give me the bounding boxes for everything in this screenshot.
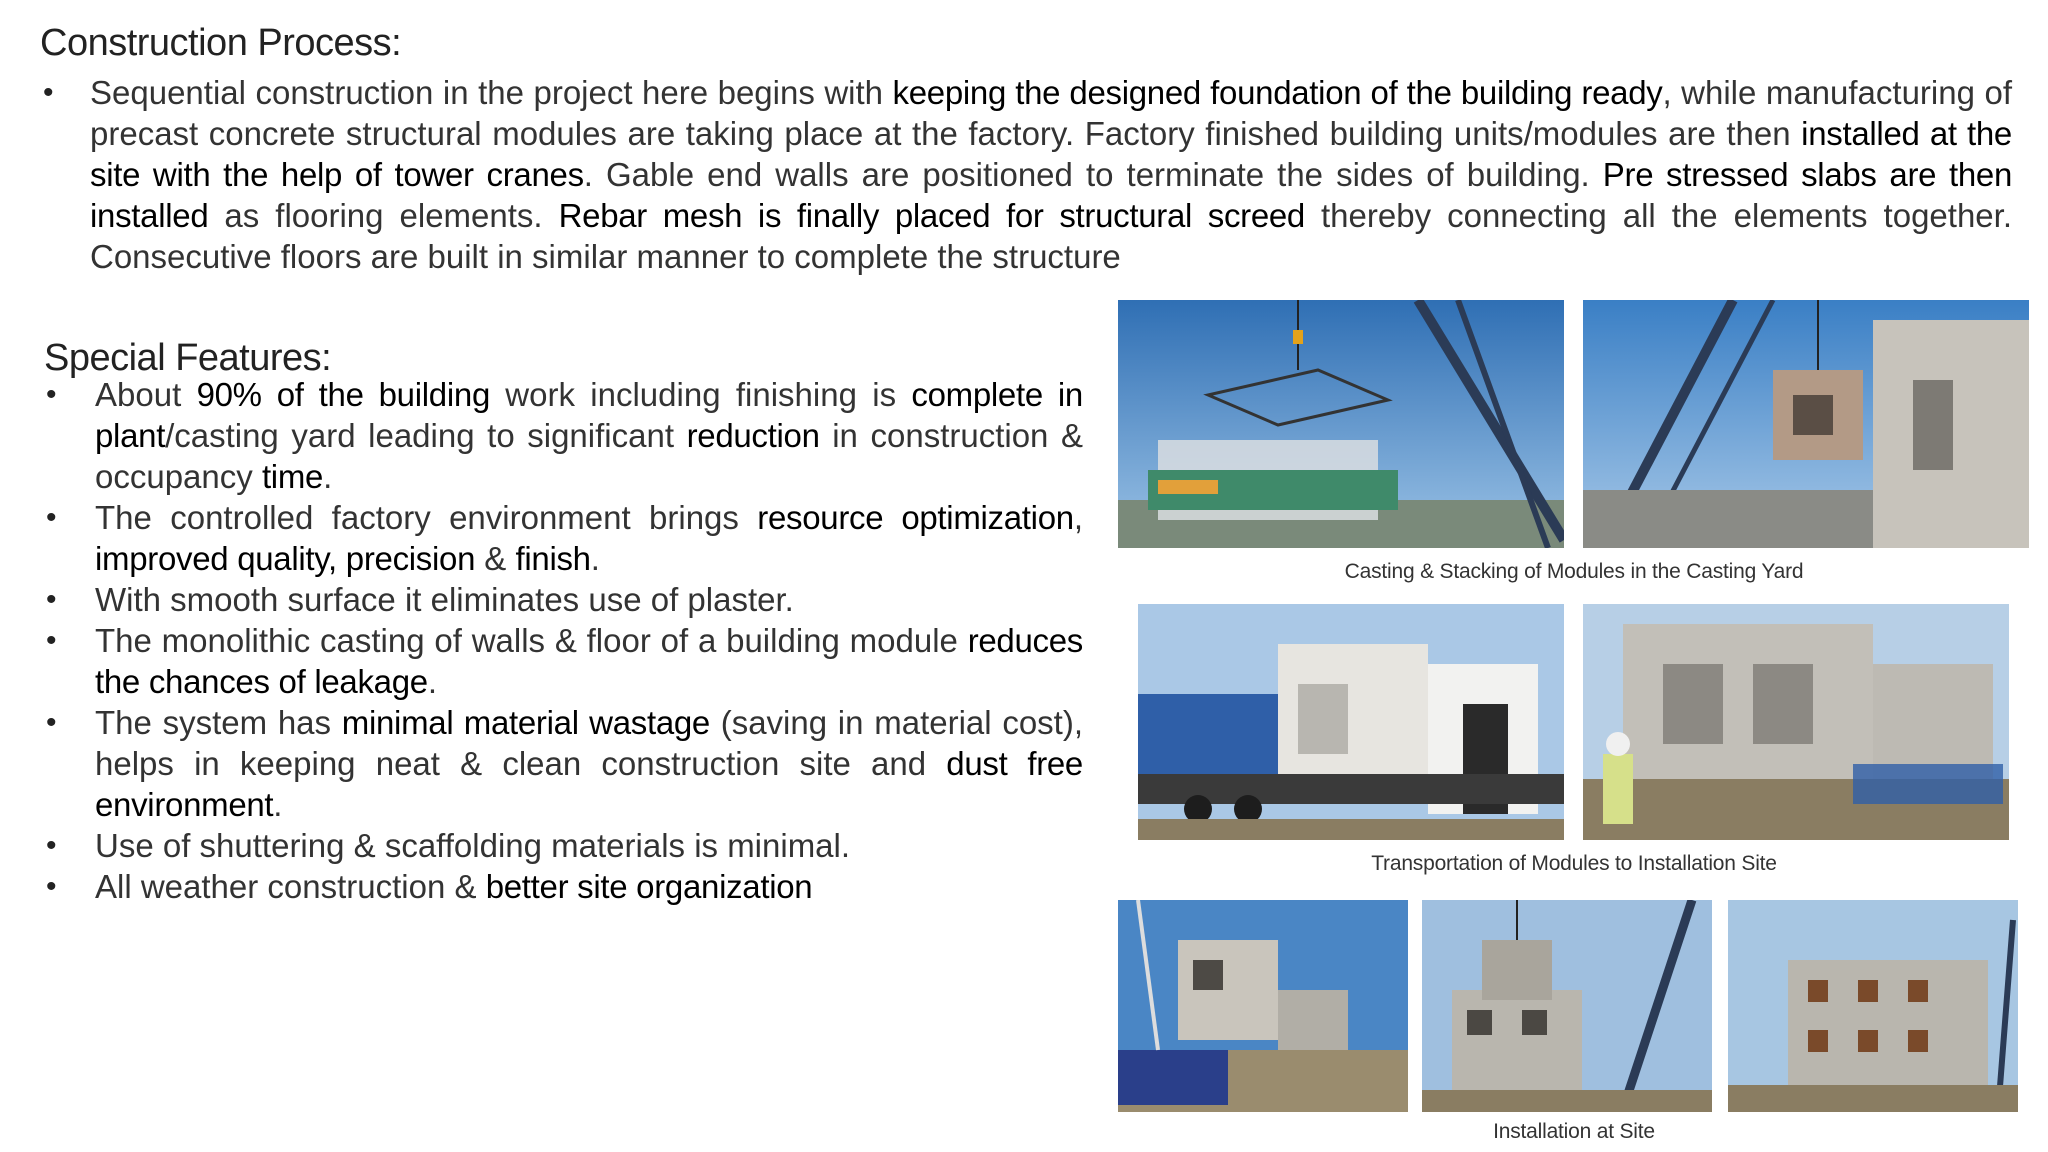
list-item [95,825,1083,866]
construction-process-list [90,72,2012,277]
construction-process-title: Construction Process: [40,22,402,64]
text-run: . [323,458,333,495]
list-item [95,374,1083,497]
installation-photo-2 [1422,900,1712,1112]
emphasis-text: reduction [686,417,820,454]
list-item [95,620,1083,702]
text-run: The controlled factory environment brings [95,499,758,536]
emphasis-text: time [261,458,324,495]
text-run: The system has [95,704,342,741]
transport-photo-2 [1583,604,2009,840]
emphasis-text: Rebar mesh is finally placed for structural screed [558,197,1305,234]
text-run: , [1073,499,1083,536]
emphasis-text: dust free environment [95,745,1083,823]
text-run: Sequential construction in the project here begins with [90,74,893,111]
text-run: About [95,376,197,413]
emphasis-text: improved quality, precision [95,540,476,577]
list-item [95,579,1083,620]
emphasis-text: reduces the chances of leakage [95,622,1083,700]
text-run: as flooring elements. [208,197,559,234]
emphasis-text: complete in plant [95,376,1083,454]
photo-panel [1118,298,2030,1150]
text-run: . [427,663,437,700]
list-item [95,702,1083,825]
emphasis-text: installed at the site with the help of tower cranes [90,115,2012,193]
casting-yard-photo-2 [1583,300,2029,548]
text-run: & [475,540,516,577]
text-run: (saving in material cost), helps in keeping neat & clean construction site and [95,704,1083,782]
transport-photo-1 [1138,604,1564,840]
emphasis-text: 90% of the building [196,376,490,413]
text-run: /casting yard leading to significant [165,417,687,454]
caption-casting: Casting & Stacking of Modules in the Casting Yard [1344,560,1804,583]
special-features-title: Special Features: [44,337,332,379]
caption-installation: Installation at Site [1493,1120,1655,1143]
caption-transport: Transportation of Modules to Installation Site [1371,852,1777,875]
installation-photo-3 [1728,900,2018,1112]
text-run: work including finishing is [490,376,912,413]
text-run: . [590,540,600,577]
list-item [95,497,1083,579]
text-run: . Gable end walls are positioned to terminate the sides of building. [583,156,1603,193]
emphasis-text: better site organization [485,868,813,905]
casting-yard-photo-1 [1118,300,1564,548]
text-run: thereby connecting all the elements together. Consecutive floors are built in similar manner to complete the structure [90,197,2012,275]
emphasis-text: minimal material wastage [341,704,710,741]
text-run: With smooth surface it eliminates use of plaster. [95,581,794,618]
text-run: Use of shuttering & scaffolding materials is minimal. [95,827,851,864]
text-run: All weather construction & [95,868,486,905]
text-run: . [273,786,283,823]
special-features-list [95,374,1083,907]
list-item [90,72,2012,277]
list-item [95,866,1083,907]
emphasis-text: Pre stressed slabs are then installed [90,156,2012,234]
installation-photo-1 [1118,900,1408,1112]
emphasis-text: finish [515,540,591,577]
text-run: , while manufacturing of precast concrete structural modules are taking place at the factory. Factory finished building units/modules are then [90,74,2012,152]
emphasis-text: resource optimization [757,499,1074,536]
emphasis-text: keeping the designed foundation of the building ready [892,74,1663,111]
text-run: in construction & occupancy [95,417,1083,495]
text-run: The monolithic casting of walls & floor of a building module [95,622,968,659]
